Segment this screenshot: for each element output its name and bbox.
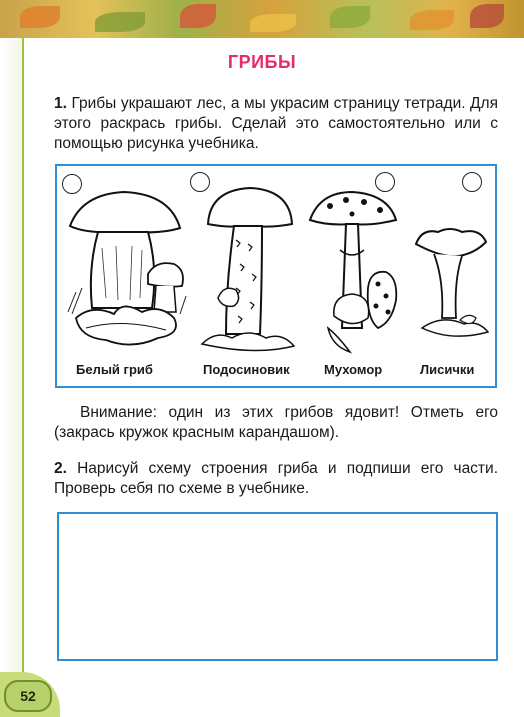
margin-line [22,38,24,678]
page-number: 52 [4,680,52,712]
fly-agaric-icon [306,188,406,358]
task-2-number: 2. [54,460,67,477]
autumn-leaves-banner [0,0,524,38]
task-1-instruction: Грибы украшают лес, а мы украсим страницу тетради. Для этого раскрась грибы. Сделай это самостоятельно или с помощью рисунка учебника. [54,95,498,152]
task-1-number: 1. [54,95,67,112]
orange-cap-boletus-icon [196,184,300,358]
page-title: ГРИБЫ [227,52,297,72]
chanterelle-icon [412,224,492,358]
mushroom-label-porcini: Белый гриб [76,362,153,377]
task-2-instruction: Нарисуй схему строения гриба и подпиши его части. Проверь себя по схеме в учебнике. [54,460,498,497]
porcini-mushroom-icon [62,188,192,358]
drawing-area[interactable] [57,512,498,661]
task-1-text [54,94,498,154]
mushroom-label-chanterelle: Лисички [420,362,475,377]
poison-warning-text: Внимание: один из этих грибов ядовит! Отметь его (закрась кружок красным карандашом). [54,404,498,441]
page-margin [0,38,22,717]
mushroom-label-fly-agaric: Мухомор [324,362,383,377]
mark-circle-chanterelle[interactable] [462,172,482,192]
mushroom-label-orange-cap-boletus: Подосиновик [203,362,290,377]
task-2-text [54,459,498,499]
